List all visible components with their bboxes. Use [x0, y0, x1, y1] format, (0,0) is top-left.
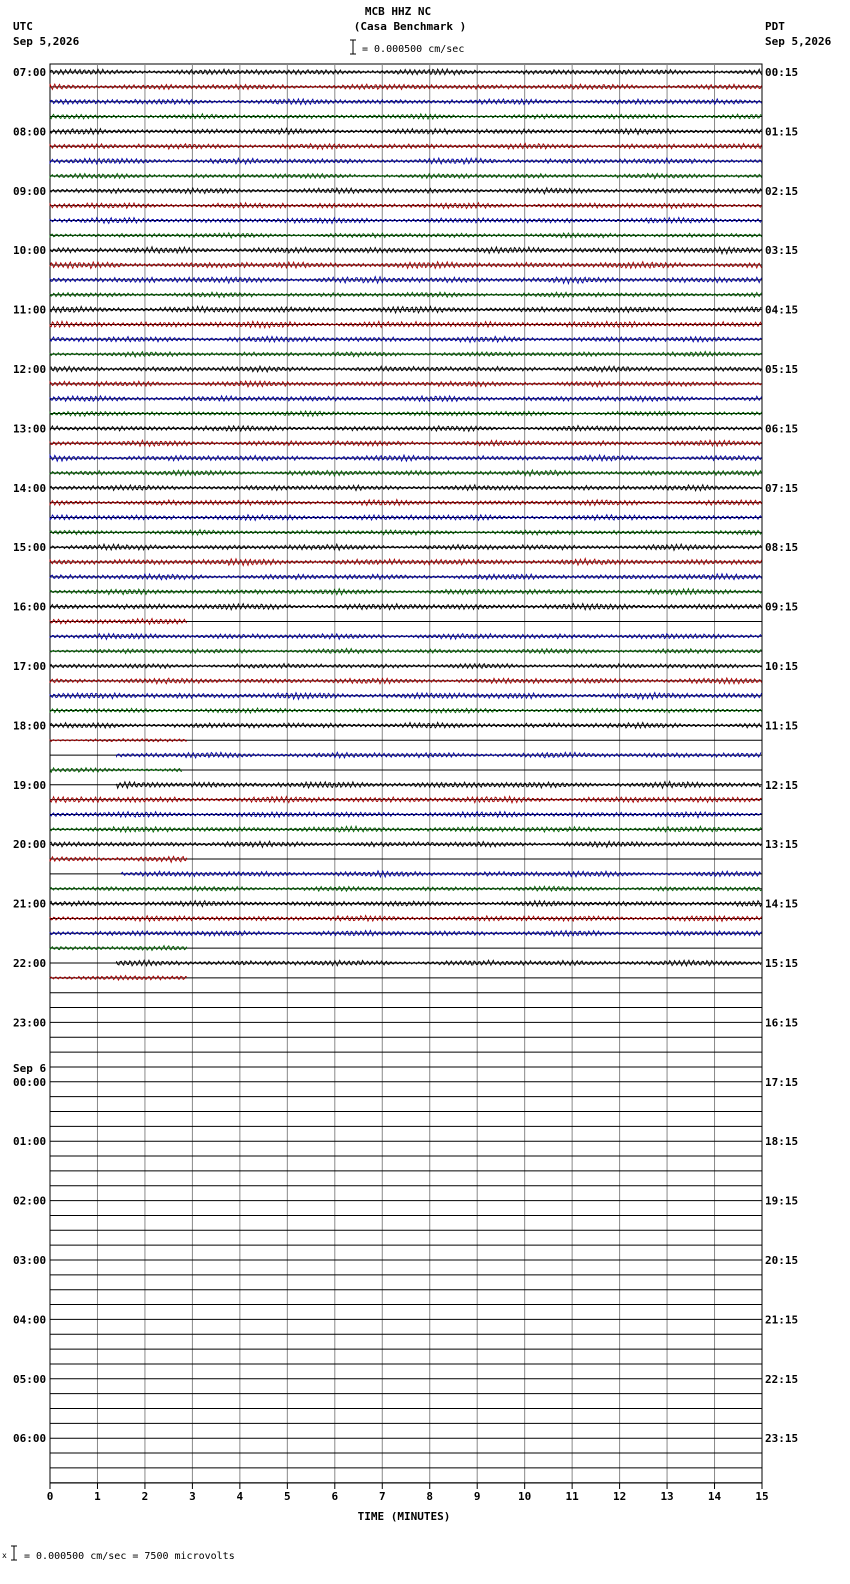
seismic-trace [50, 826, 762, 832]
site-subtitle: (Casa Benchmark ) [353, 20, 467, 33]
local-hour-label: 08:15 [765, 541, 799, 555]
local-hour-label: 21:15 [765, 1313, 799, 1327]
utc-hour-label: 13:00 [13, 422, 47, 436]
local-hour-label: 17:15 [765, 1075, 799, 1089]
plot-frame [50, 64, 762, 1483]
x-tick-label: 11 [565, 1490, 579, 1503]
utc-hour-label: 21:00 [13, 897, 47, 911]
scale-bar-icon [350, 40, 356, 54]
x-tick-label: 7 [378, 1490, 386, 1503]
seismic-trace [50, 664, 762, 669]
x-tick-label: 2 [141, 1490, 149, 1503]
seismic-trace [50, 336, 762, 342]
local-hour-labels [765, 66, 798, 1445]
seismic-trace [50, 886, 762, 891]
x-tick-label: 14 [707, 1490, 722, 1503]
utc-hour-label: 17:00 [13, 660, 47, 673]
local-hour-label: 18:15 [765, 1135, 799, 1149]
local-hour-label: 11:15 [765, 719, 799, 733]
local-hour-label: 19:15 [765, 1194, 799, 1208]
utc-hour-label: 02:00 [13, 1194, 47, 1208]
left-timezone: UTC [13, 20, 33, 33]
x-tick-label: 5 [284, 1490, 291, 1503]
seismic-trace [50, 188, 762, 194]
seismic-trace [50, 796, 762, 802]
footer-scale-note: = 0.000500 cm/sec = 7500 microvolts [24, 1551, 235, 1562]
date-marker: Sep 6 [13, 1062, 47, 1075]
x-tick-label: 15 [755, 1490, 769, 1503]
utc-hour-label: 08:00 [13, 125, 47, 139]
utc-hour-label: 23:00 [13, 1016, 47, 1030]
seismic-trace [50, 648, 762, 653]
utc-hour-label: 00:00 [13, 1075, 47, 1089]
right-timezone: PDT [765, 20, 785, 33]
utc-hour-label: 16:00 [13, 600, 47, 614]
seismic-trace [50, 544, 762, 550]
local-hour-label: 04:15 [765, 303, 799, 317]
local-hour-label: 14:15 [765, 897, 799, 911]
utc-hour-label: 18:00 [13, 719, 47, 733]
x-tick-label: 4 [236, 1490, 244, 1503]
seismic-trace [117, 752, 761, 758]
utc-hour-label: 01:00 [13, 1135, 47, 1149]
svg-text:x: x [2, 1551, 7, 1560]
local-hour-label: 01:15 [765, 125, 799, 139]
utc-hour-label: 11:00 [13, 303, 47, 317]
x-tick-label: 6 [331, 1490, 339, 1503]
local-hour-label: 03:15 [765, 244, 799, 258]
x-tick-label: 9 [473, 1490, 481, 1503]
right-date: Sep 5,2026 [765, 35, 832, 48]
seismic-trace [117, 960, 761, 966]
local-hour-label: 09:15 [765, 600, 799, 614]
x-tick-label: 0 [46, 1490, 54, 1503]
utc-hour-label: 14:00 [13, 481, 47, 495]
seismic-trace [50, 812, 762, 818]
seismic-trace [50, 634, 762, 640]
local-hour-label: 06:15 [765, 422, 799, 436]
seismic-trace [50, 366, 762, 372]
local-hour-label: 07:15 [765, 481, 799, 495]
x-axis-label: TIME (MINUTES) [357, 1510, 451, 1523]
station-title: MCB HHZ NC [364, 5, 432, 18]
utc-hour-label: 04:00 [13, 1313, 47, 1327]
local-hour-label: 16:15 [765, 1016, 799, 1030]
utc-hour-label: 06:00 [13, 1432, 47, 1446]
local-hour-label: 00:15 [765, 66, 799, 79]
utc-hour-label: 22:00 [13, 957, 47, 970]
utc-hour-label: 03:00 [13, 1254, 47, 1267]
x-tick-label: 12 [612, 1490, 627, 1503]
seismic-trace [50, 306, 762, 312]
scale-label: = 0.000500 cm/sec [362, 44, 465, 55]
x-tick-label: 3 [189, 1490, 196, 1503]
left-date: Sep 5,2026 [13, 35, 80, 48]
local-hour-label: 13:15 [765, 838, 799, 852]
x-tick-label: 13 [660, 1490, 674, 1503]
seismic-trace [50, 114, 762, 119]
footer-scale-icon [2, 1546, 17, 1560]
seismic-trace [50, 589, 762, 595]
x-tick-label: 10 [518, 1490, 532, 1503]
local-hour-label: 10:15 [765, 660, 799, 673]
local-hour-label: 02:15 [765, 184, 799, 198]
local-hour-label: 22:15 [765, 1372, 799, 1386]
utc-hour-label: 10:00 [13, 244, 47, 258]
plot-grid [50, 64, 762, 1483]
seismic-trace [50, 351, 762, 357]
x-tick-label: 8 [426, 1490, 434, 1503]
seismic-trace [50, 485, 762, 491]
utc-hour-label: 15:00 [13, 541, 47, 555]
utc-hour-label: 07:00 [13, 66, 47, 79]
local-hour-label: 05:15 [765, 363, 799, 376]
seismic-trace [50, 530, 762, 535]
utc-hour-label: 12:00 [13, 363, 47, 376]
local-hour-label: 12:15 [765, 778, 799, 792]
local-hour-label: 15:15 [765, 957, 799, 970]
seismic-trace [50, 901, 762, 907]
x-axis-ticks [47, 1483, 769, 1503]
utc-hour-labels [13, 66, 46, 1445]
utc-hour-label: 05:00 [13, 1372, 47, 1386]
local-hour-label: 23:15 [765, 1432, 799, 1446]
utc-hour-label: 19:00 [13, 778, 47, 792]
x-tick-label: 1 [94, 1490, 101, 1503]
seismic-trace [50, 470, 762, 476]
local-hour-label: 20:15 [765, 1254, 799, 1267]
utc-hour-label: 20:00 [13, 838, 47, 852]
seismic-trace [50, 321, 762, 327]
utc-hour-label: 09:00 [13, 184, 47, 198]
